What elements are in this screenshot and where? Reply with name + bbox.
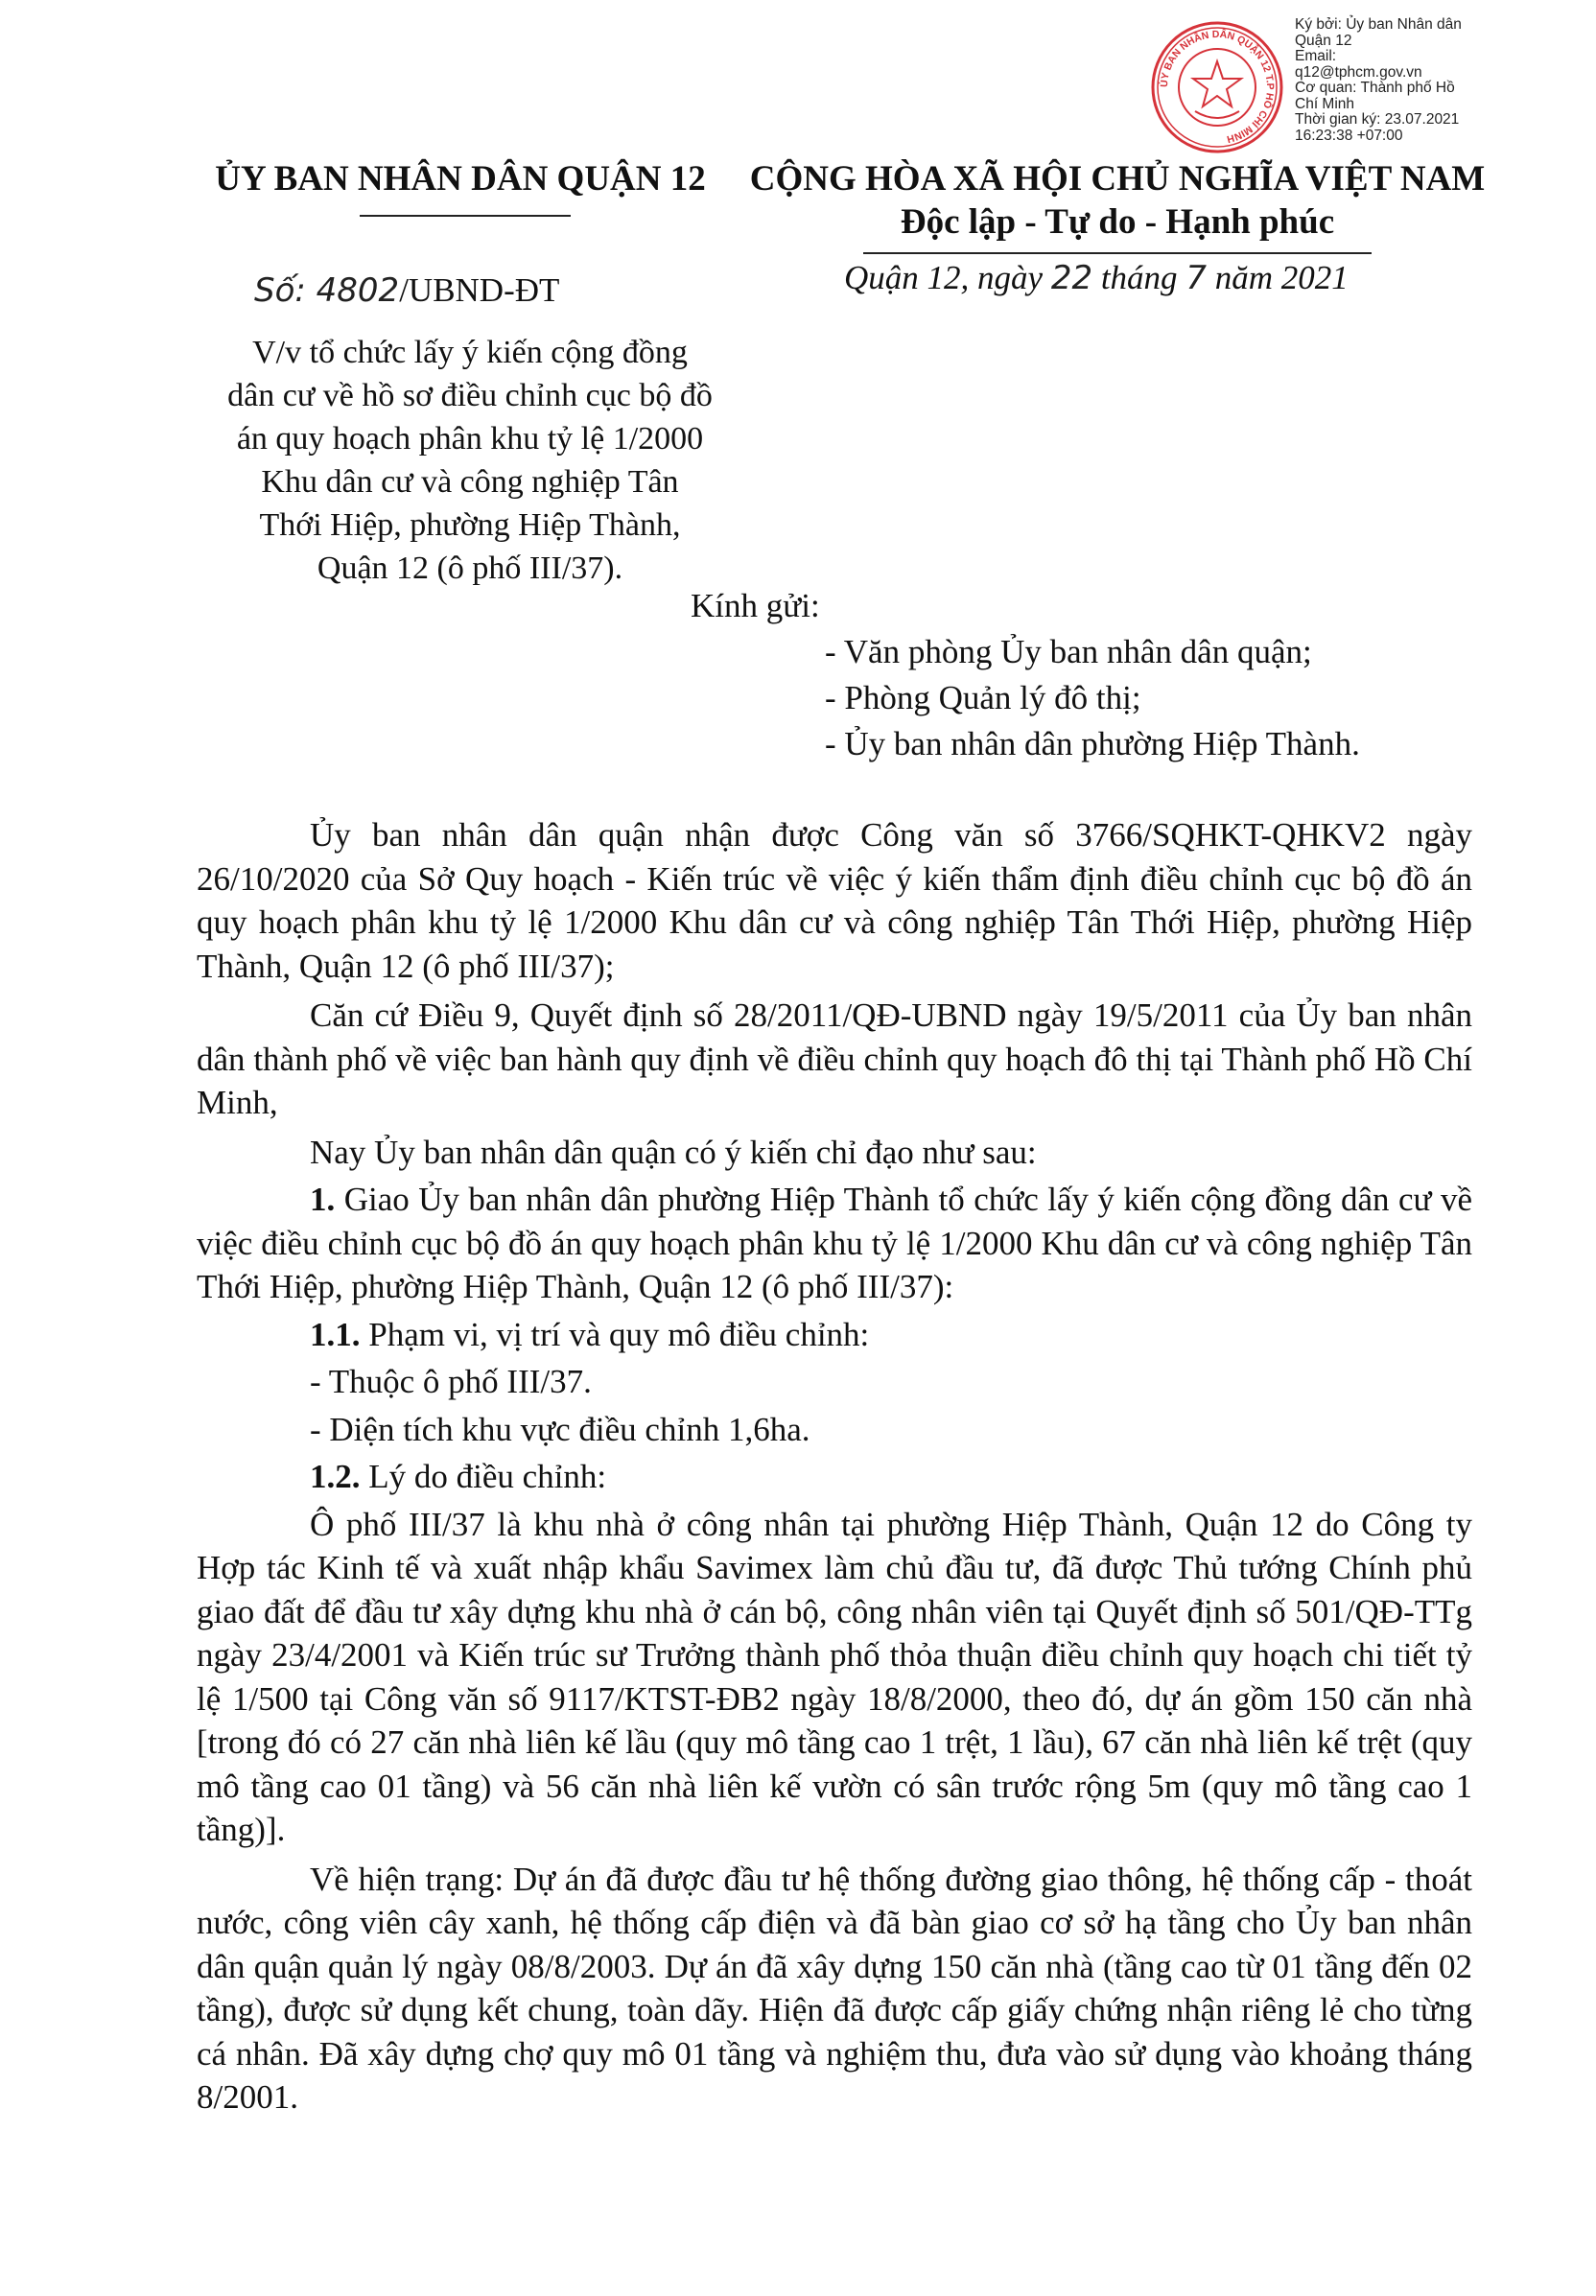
body-paragraph	[197, 1178, 1472, 1309]
official-seal-icon	[1149, 19, 1285, 155]
paragraph-text: Về hiện trạng: Dự án đã được đầu tư hệ thống đường giao thông, hệ thống cấp - thoát nước, công viên cây xanh, hệ thống cấp điện và đã bàn giao cơ sở hạ tầng cho Ủy ban nhân dân quận quản lý ngày 08/8/2003. Dự án đã xây dựng 150 căn nhà (tầng cao từ 01 tầng đến 02 tầng), được sử dụng kết chung, toàn dãy. Hiện đã được cấp giấy chứng nhận riêng lẻ cho từng cá nhân. Đã xây dựng chợ quy mô 01 tầng và nghiệm thu, đưa vào sử dụng vào khoảng tháng 8/2001.	[197, 1860, 1472, 2116]
body-paragraph	[197, 994, 1472, 1125]
paragraph-text: Ủy ban nhân dân quận nhận được Công văn số 3766/SQHKT-QHKV2 ngày 26/10/2020 của Sở Quy hoạch - Kiến trúc về việc ý kiến thẩm định điều chỉnh cục bộ đồ án quy hoạch phân khu tỷ lệ 1/2000 Khu dân cư và công nghiệp Tân Thới Hiệp, phường Hiệp Thành, Quận 12 (ô phố III/37);	[197, 816, 1472, 985]
signature-line: 16:23:38 +07:00	[1295, 127, 1403, 144]
recipient-item: - Văn phòng Ủy ban nhân dân quận;	[825, 633, 1312, 670]
digital-signature-info	[1295, 17, 1583, 144]
signature-line: Chí Minh	[1295, 95, 1355, 112]
paragraph-text: - Diện tích khu vực điều chỉnh 1,6ha.	[310, 1410, 810, 1448]
paragraph-text: Lý do điều chỉnh:	[360, 1458, 607, 1495]
body-paragraph	[197, 1360, 1472, 1404]
recipients-label: Kính gửi:	[691, 587, 820, 624]
subject-line: Quận 12 (ô phố III/37).	[317, 551, 623, 586]
document-date	[844, 259, 1349, 297]
date-text: năm 2021	[1206, 259, 1349, 296]
subject-line: Khu dân cư và công nghiệp Tân	[261, 464, 679, 500]
svg-text:ỦY BAN NHÂN DÂN QUẬN 12 T.P HỒ: ỦY BAN NHÂN DÂN QUẬN 12 T.P HỒ CHÍ MINH	[1158, 28, 1277, 145]
national-motto: Độc lập - Tự do - Hạnh phúc	[900, 202, 1335, 242]
signature-line: Ký bởi: Ủy ban Nhân dân	[1295, 16, 1462, 33]
section-number: 1.2.	[310, 1458, 361, 1495]
body-paragraph	[197, 1408, 1472, 1452]
paragraph-text: Giao Ủy ban nhân dân phường Hiệp Thành tổ chức lấy ý kiến cộng đồng dân cư về việc điều chỉnh cục bộ đồ án quy hoạch phân khu tỷ lệ 1/2000 Khu dân cư và công nghiệp Tân Thới Hiệp, phường Hiệp Thành, Quận 12 (ô phố III/37):	[197, 1181, 1472, 1305]
subject-line: V/v tổ chức lấy ý kiến cộng đồng	[252, 335, 688, 370]
body-paragraph	[197, 1503, 1472, 1852]
signature-line: Cơ quan: Thành phố Hồ	[1295, 80, 1455, 96]
number-handwritten: : 4802	[294, 271, 400, 310]
country-name: CỘNG HÒA XÃ HỘI CHỦ NGHĨA VIỆT NAM	[749, 159, 1486, 199]
body-paragraph	[197, 813, 1472, 988]
section-number: 1.1.	[310, 1315, 361, 1353]
recipient-item: - Phòng Quản lý đô thị;	[825, 679, 1141, 716]
paragraph-text: Ô phố III/37 là khu nhà ở công nhân tại phường Hiệp Thành, Quận 12 do Công ty Hợp tác Kinh tế và xuất nhập khẩu Savimex làm chủ đầu tư, đã được Thủ tướng Chính phủ giao đất để đầu tư xây dựng khu nhà ở cán bộ, công nhân viên tại Quyết định số 501/QĐ-TTg ngày 23/4/2001 và Kiến trúc sư Trưởng thành phố thỏa thuận điều chỉnh quy hoạch chi tiết tỷ lệ 1/500 tại Công văn số 9117/KTST-ĐB2 ngày 18/8/2000, theo đó, dự án gồm 150 căn nhà [trong đó có 27 căn nhà liên kế lầu (quy mô tầng cao 1 trệt, 1 lầu), 67 căn nhà liên kế trệt (quy mô tầng cao 01 tầng) và 56 căn nhà liên kế vườn có sân trước rộng 5m (quy mô tầng cao 1 tầng)].	[197, 1505, 1472, 1848]
subject-line: Thới Hiệp, phường Hiệp Thành,	[259, 507, 681, 543]
date-text: Quận 12, ngày	[844, 259, 1051, 296]
date-text: tháng	[1092, 259, 1186, 296]
number-suffix: /UBND-ĐT	[399, 271, 560, 309]
signature-line: q12@tphcm.gov.vn	[1295, 63, 1422, 81]
paragraph-text: Căn cứ Điều 9, Quyết định số 28/2011/QĐ-UBND ngày 19/5/2011 của Ủy ban nhân dân thành phố về việc ban hành quy định về điều chỉnh quy hoạch đô thị tại Thành phố Hồ Chí Minh,	[197, 996, 1472, 1121]
subject-line: án quy hoạch phân khu tỷ lệ 1/2000	[236, 421, 704, 457]
date-month: 7	[1185, 259, 1207, 297]
number-prefix: Số	[254, 271, 295, 310]
body-paragraph	[197, 1313, 1472, 1357]
document-subject	[182, 331, 758, 590]
signature-line: Email:	[1295, 48, 1337, 64]
agency-underline	[360, 215, 571, 217]
document-body	[197, 813, 1472, 2123]
subject-line: dân cư về hồ sơ điều chỉnh cục bộ đồ	[227, 378, 713, 413]
body-paragraph	[197, 1131, 1472, 1175]
recipient-item: - Ủy ban nhân dân phường Hiệp Thành.	[825, 725, 1360, 762]
signature-line: Thời gian ký: 23.07.2021	[1295, 111, 1460, 128]
body-paragraph	[197, 1455, 1472, 1499]
date-day: 22	[1050, 259, 1093, 297]
paragraph-text: Phạm vi, vị trí và quy mô điều chỉnh:	[360, 1315, 870, 1353]
paragraph-text: - Thuộc ô phố III/37.	[310, 1363, 592, 1400]
agency-name: ỦY BAN NHÂN DÂN QUẬN 12	[215, 159, 706, 199]
paragraph-text: Nay Ủy ban nhân dân quận có ý kiến chỉ đạo như sau:	[310, 1133, 1037, 1171]
document-number	[254, 271, 559, 310]
signature-line: Quận 12	[1295, 32, 1352, 49]
section-number: 1.	[310, 1181, 336, 1218]
motto-underline	[863, 252, 1372, 254]
body-paragraph	[197, 1858, 1472, 2120]
